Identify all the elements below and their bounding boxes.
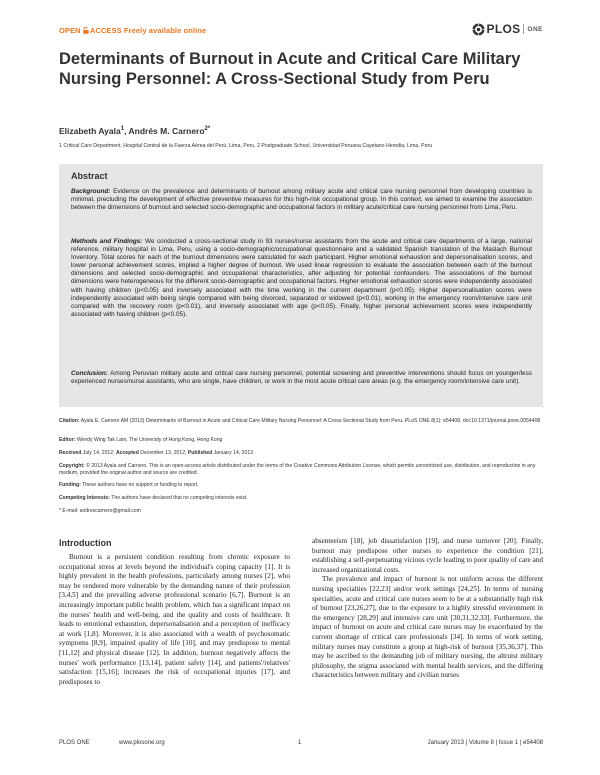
abstract-methods xyxy=(71,238,532,319)
abstract-box xyxy=(59,164,543,407)
methods-label: Methods and Findings: xyxy=(71,238,143,245)
journal-header xyxy=(59,22,543,42)
published-date: January 14, 2013 xyxy=(212,450,253,456)
conclusion-label: Conclusion: xyxy=(71,370,108,377)
competing-text: The authors have declared that no competing interests exist. xyxy=(109,495,248,501)
editor-line xyxy=(59,437,543,444)
author-list xyxy=(59,126,210,136)
copyright-line xyxy=(59,463,543,477)
received-date: July 14, 2012; xyxy=(81,450,116,456)
methods-text: We conducted a cross-sectional study in 93 nurses/nurse assistants from the acute and critical care departments of a large, national reference, military hospital in Lima, Peru, using a socio-demographic/occupational questionnaire and a validated Spanish translation of the Maslach Burnout Inventory. Total scores for each of the burnout dimensions were calculated for each participant. Higher emotional exhaustion and depersonalisation scores, and lower personal achievement scores, implied a higher degree of burnout. We used linear regression to evaluate the association between each of the burnout dimensions and selected socio-demographic and occupational characteristics, after adjusting for potential confounders. The associations of the burnout dimensions were heterogeneous for the different socio-demographic and occupational factors. Higher emotional exhaustion scores were independently associated with having children (p<0.05) and inversely associated with the time working in the current department (p<0.05). Higher depersonalisation scores were independently associated with being single compared with being divorced, separated or widowed (p<0.01), working in the emergency room/intensive care unit compared with the recovery room (p<0.01), and inversely associated with age (p<0.05). Finally, higher personal achievement scores were independently associated with having children (p<0.05). xyxy=(71,238,533,318)
plos-wordmark: PLOS xyxy=(486,22,521,36)
logo-divider xyxy=(523,24,524,34)
footer-journal: PLOS ONE xyxy=(59,740,90,746)
accepted-label: Accepted xyxy=(115,450,139,456)
footer-issue: January 2013 | Volume 8 | Issue 1 | e54408 xyxy=(427,740,543,746)
author-name: Elizabeth Ayala xyxy=(59,126,121,136)
funding-label: Funding: xyxy=(59,482,81,488)
page-number: 1 xyxy=(298,740,302,746)
introduction-heading: Introduction xyxy=(59,538,112,548)
abstract-background xyxy=(71,188,532,212)
copyright-text: © 2013 Ayala and Carnero. This is an open-access article distributed under the terms of the Creative Commons Attribution License, which permits unrestricted use, distribution, and reproduction in any medium, provided the original author and source are credited. xyxy=(59,463,536,476)
editor-label: Editor: xyxy=(59,437,76,443)
open-lock-icon xyxy=(83,27,89,34)
email-line: * E-mail: andrescarnero@gmail.com xyxy=(59,508,141,514)
citation-label: Citation: xyxy=(59,418,80,424)
open-label: OPEN xyxy=(59,26,81,35)
access-label: ACCESS xyxy=(89,26,122,35)
article-title: Determinants of Burnout in Acute and Critical Care Military Nursing Personnel: A Cross-Sectional Study from Peru xyxy=(59,50,521,88)
abstract-conclusion xyxy=(71,370,532,386)
author-affiliation-mark: 2* xyxy=(204,126,211,133)
plos-one-logo xyxy=(472,22,543,36)
editor-text: Wendy Wing Tak Lam, The University of Hong Kong, Hong Kong xyxy=(75,437,223,443)
footer-site-link[interactable]: www.plosone.org xyxy=(119,740,165,746)
accepted-date: December 13, 2012; xyxy=(138,450,188,456)
affiliations: 1 Critical Care Department, Hospital Central de la Fuerza Aérea del Perú, Lima, Peru, 2 Postgraduate School, Universidad Peruana Cayetano Heredia, Lima, Peru xyxy=(59,143,433,149)
copyright-label: Copyright: xyxy=(59,463,85,469)
dates-line xyxy=(59,450,543,457)
abstract-heading: Abstract xyxy=(71,171,108,181)
citation-text: Ayala E, Carnero AM (2013) Determinants of Burnout in Acute and Critical Care Military Nursing Personnel: A Cross-Sectional Study from Peru. PLoS ONE 8(1): e54408. doi:10.1371/journal.pone.0054408 xyxy=(79,418,541,424)
competing-interests-line xyxy=(59,495,543,502)
received-label: Received xyxy=(59,450,82,456)
left-column xyxy=(59,553,290,687)
published-label: Published xyxy=(187,450,213,456)
intro-paragraph: Burnout is a persistent condition resulting from chronic exposure to occupational stress at levels beyond the individual's coping capacity [1]. It is highly prevalent in the health professions, particularly among nurses [2], who may be rendered more vulnerable by the demanding nature of their profession [3,4,5] and the prevailing adverse professional scenario [6,7]. Burnout is an increasingly important public health problem, which has a significant impact on the nurses' health and well-being, and the quality and costs of healthcare. It leads to emotional exhaustion, depersonalisation and a perception of inefficacy at work [1,8]. Moreover, it is also associated with a wealth of psychosomatic symptoms [8,9], impaired quality of life [10], and may predispose to mental [11,12] and physical disease [12]. In addition, burnout negatively affects the nurses' work performance [13,14], patient safety [14], and patients'/relatives' satisfaction [15,16]; increases the risk of occupational injuries [17], and predisposes to xyxy=(59,553,290,686)
background-label: Background: xyxy=(71,188,111,195)
freely-available-label: Freely available online xyxy=(123,26,207,35)
open-access-banner xyxy=(59,26,206,35)
one-wordmark: ONE xyxy=(527,25,543,33)
competing-label: Competing Interests: xyxy=(59,495,110,501)
right-column xyxy=(312,537,543,681)
intro-paragraph: absenteeism [18], job dissatisfaction [19], and nurse turnover [20]. Finally, burnout may predispose other nurses to experience the condition [21], establishing a self-perpetuating vicious cycle leading to poor quality of care and increased organizational costs. xyxy=(312,537,543,574)
background-text: Evidence on the prevalence and determinants of burnout among military acute and critical care nursing personnel from developing countries is minimal, precluding the development of effective preventive measures for this high-risk occupational group. In this context, we aimed to examine the association between the dimensions of burnout and selected socio-demographic and occupational factors in military acute/critical care nursing personnel from Lima, Peru. xyxy=(71,188,532,212)
funding-line xyxy=(59,482,543,489)
author-name: Andrés M. Carnero xyxy=(128,126,205,136)
funding-text: These authors have no support or funding to report. xyxy=(80,482,199,488)
conclusion-text: Among Peruvian military acute and critical care nursing personnel, potential screening and preventive interventions should focus on younger/less experienced nurses/nurse assistants, who are single, have children, or work in the most acute critical care areas (e.g. the emergency room/intensive care unit). xyxy=(71,370,532,386)
plos-mark-icon xyxy=(472,23,485,36)
author-affiliation-mark: 1 xyxy=(120,126,125,133)
intro-paragraph: The prevalence and impact of burnout is not uniform across the different nursing specialties [22,23] and/or work settings [24,25]. In terms of nursing specialties, acute and critical care nurses seem to be at a substantially high risk of burnout [23,26,27], due to the exposure to a highly stressful environment in the emergency [28,29] and intensive care unit [30,31,32,33]. Furthermore, the impact of burnout on acute and critical care nurses may be exacerbated by the current shortage of critical care professionals [34]. In terms of work setting, military nurses may constitute a group at high-risk of burnout [35,36,37]. This may be ascribed to the demanding job of military nursing, the altruist military philosophy, the stigma associated with mental health services, and the differing characteristics between military and civilian nurses xyxy=(312,575,543,680)
citation-line xyxy=(59,418,543,425)
author-separator: , xyxy=(124,126,129,136)
